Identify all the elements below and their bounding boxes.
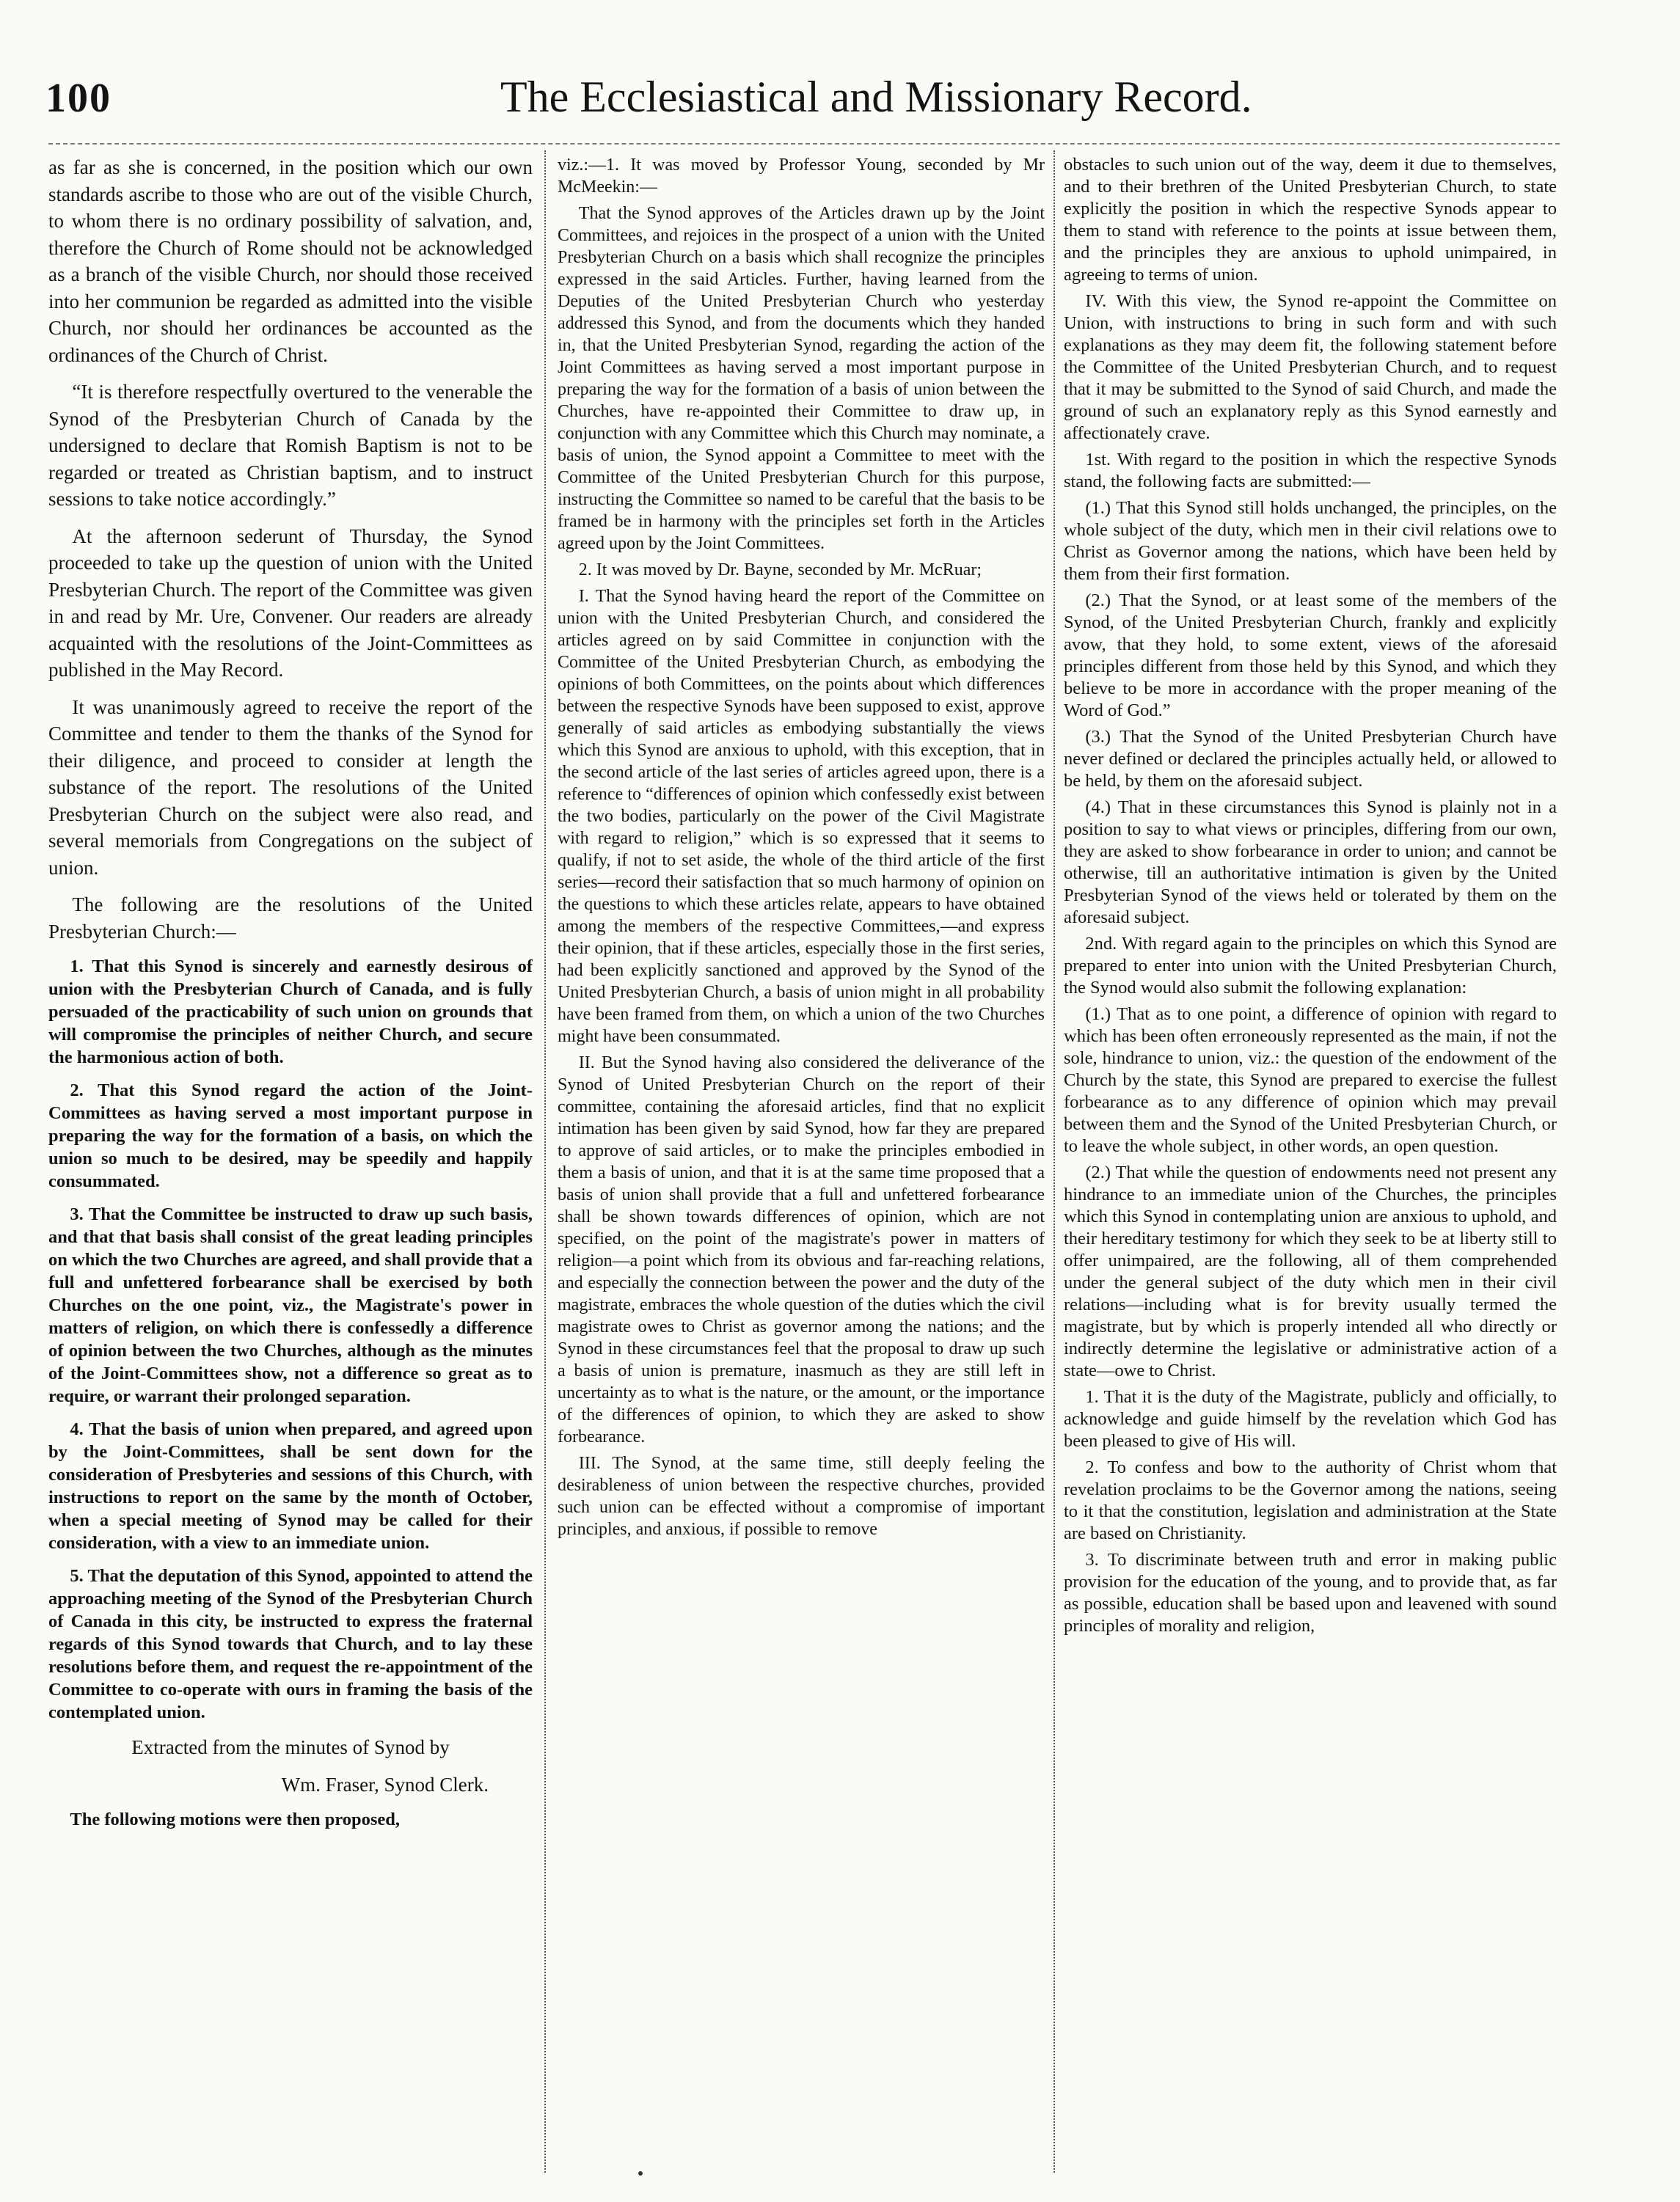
signature: Wm. Fraser, Synod Clerk. bbox=[281, 1773, 489, 1796]
paragraph: 1. That it is the duty of the Magistrate, publicly and officially, to acknowledge and guide himself by the revelation which God has been pleased to give of His will. bbox=[1064, 1387, 1557, 1451]
paragraph: viz.:—1. It was moved by Professor Young, seconded by Mr McMeekin:— bbox=[558, 156, 1045, 197]
paragraph: “It is therefore respectfully overtured to the venerable the Synod of the Presbyterian Church of Canada by the undersigned to declare that Romish Baptism is not to be regarded or treated as Christian baptism, and to instruct sessions to take notice accordingly.” bbox=[48, 381, 533, 510]
column-1 bbox=[48, 154, 533, 2165]
paragraph: 2. It was moved by Dr. Bayne, seconded by Mr. McRuar; bbox=[578, 560, 982, 579]
closing-line: The following motions were then proposed, bbox=[70, 1810, 401, 1829]
column-divider bbox=[1053, 150, 1055, 2173]
paragraph: (3.) That the Synod of the United Presbyterian Church have never defined or declared the principles actually held, or allowed to be held, by them on the aforesaid subject. bbox=[1064, 727, 1557, 791]
running-title: The Ecclesiastical and Missionary Record. bbox=[500, 73, 1252, 121]
paragraph: II. But the Synod having also considered the deliverance of the Synod of United Presbyterian Church on the report of their committee, containing the aforesaid articles, find that no explicit intimation has been given by said Synod, how far they are prepared to approve of said articles, or to make the principles embodied in them a basis of union, and that it is at the same time proposed that a basis of union shall provide that a full and unfettered forbearance shall be shown towards differences of opinion, which are not specified, on the point of the magistrate's power in matters of religion—a point which from its obvious and far-reaching relations, and especially the connection between the power and the duty of the magistrate, embraces the whole question of the duties which the civil magistrate owes to Christ as governor among the nations; and the Synod in these circumstances feel that the proposal to draw up such a basis of union is premature, inasmuch as they are still left in uncertainty as to what is the nature, or the amount, or the importance of the differences of opinion, to which they are asked to show forbearance. bbox=[558, 1053, 1045, 1446]
resolution: 2. That this Synod regard the action of the Joint-Committees as having served a most important purpose in preparing the way for the formation of a basis, on which the union so much to be desired, may be speedily and happily consummated. bbox=[48, 1080, 533, 1191]
column-divider bbox=[544, 150, 546, 2173]
paragraph: 2. To confess and bow to the authority of Christ whom that revelation proclaims to be the Governor among the nations, seeing to it that the constitution, legislation and administration at the State are based on Christianity. bbox=[1064, 1457, 1557, 1543]
paragraph: 3. To discriminate between truth and error in making public provision for the education of the young, and to provide that, as far as possible, education shall be based upon and leavened with sound principles of morality and religion, bbox=[1064, 1550, 1557, 1636]
header-rule bbox=[48, 143, 1560, 145]
resolution: 1. That this Synod is sincerely and earnestly desirous of union with the Presbyterian Church of Canada, and is fully persuaded of the practicability of such union on grounds that will compromise the principles of neither Church, and secure the harmonious action of both. bbox=[48, 956, 533, 1067]
resolution: 4. That the basis of union when prepared, and agreed upon by the Joint-Committees, shall be sent down for the consideration of Presbyteries and sessions of this Church, with instructions to report on the same by the month of October, when a special meeting of Synod may be called for their consideration, with a view to an immediate union. bbox=[48, 1419, 533, 1553]
paragraph: The following are the resolutions of the United Presbyterian Church:— bbox=[48, 893, 533, 943]
paragraph: At the afternoon sederunt of Thursday, the Synod proceeded to take up the question of union with the United Presbyterian Church. The report of the Committee was given in and read by Mr. Ure, Convener. Our readers are already acquainted with the resolutions of the Joint-Committees as published in the May Record. bbox=[48, 524, 533, 681]
page-number: 100 bbox=[45, 76, 112, 121]
paragraph: 1st. With regard to the position in which the respective Synods stand, the following facts are submitted:— bbox=[1064, 450, 1557, 491]
paragraph: That the Synod approves of the Articles drawn up by the Joint Committees, and rejoices in the prospect of a union with the United Presbyterian Church on a basis which shall recognize the principles expressed in the said Articles. Further, having learned from the Deputies of the United Presbyterian Church who yesterday addressed this Synod, and from the documents which they handed in, that the United Presbyterian Synod, regarding the action of the Joint Committees as having served a most important purpose in preparing the way for the formation of a basis of union between the Churches, have re-appointed their Committee to draw up, in conjunction with any Committee which this Church may nominate, a basis of union, the Synod appoint a Committee to meet with the Committee of the United Presbyterian Church for this purpose, instructing the Committee so named to be careful that the basis to be framed be in harmony with the principles set forth in the Articles agreed upon by the Joint Committees. bbox=[558, 204, 1045, 553]
paragraph: (4.) That in these circumstances this Synod is plainly not in a position to say to what views or principles, differing from our own, they are asked to show forbearance in order to union; and cannot be otherwise, till an authoritative intimation is given by the United Presbyterian Synod of the views held or tolerated by them on the aforesaid subject. bbox=[1064, 797, 1557, 927]
paragraph: (1.) That as to one point, a difference of opinion with regard to which has been often erroneously represented as the main, if not the sole, hindrance to union, viz.: the question of the endowment of the Church by the state, this Synod are prepared to exercise the fullest forbearance as to any difference of opinion which may prevail between them and the Synod of the United Presbyterian Church, or to leave the whole subject, in other words, an open question. bbox=[1064, 1004, 1557, 1156]
resolution: 3. That the Committee be instructed to draw up such basis, and that that basis shall consist of the great leading principles on which the two Churches are agreed, and shall provide that a full and unfettered forbearance shall be exercised by both Churches on the one point, viz., the Magistrate's power in matters of religion, on which there is confessedly a difference of opinion between the two Churches, although as the minutes of the Joint-Committees show, not a difference so great as to require, or warrant their prolonged separation. bbox=[48, 1204, 533, 1406]
page-header bbox=[45, 75, 1557, 141]
paragraph: (1.) That this Synod still holds unchanged, the principles, on the whole subject of the duty, which men in their civil relations owe to Christ as Governor among the nations, which have been held by them from their first formation. bbox=[1064, 498, 1557, 584]
paragraph: IV. With this view, the Synod re-appoint the Committee on Union, with instructions to bring in such form and with such explanations as they may deem fit, the following statement before the Committee of the United Presbyterian Church, and to request that it may be submitted to the Synod of said Church, and made the ground of such an explanatory reply as this Synod earnestly and affectionately crave. bbox=[1064, 291, 1557, 443]
paragraph: obstacles to such union out of the way, deem it due to themselves, and to their brethren of the United Presbyterian Church, to state explicitly the position in which the respective Synods appear to them to stand with reference to the points at issue between them, and the principles they are anxious to uphold unimpaired, in agreeing to terms of union. bbox=[1064, 155, 1557, 285]
paragraph: I. That the Synod having heard the report of the Committee on union with the United Presbyterian Church, and considered the articles agreed on by said Committee in conjunction with the Committee of the United Presbyterian Church, as embodying the opinions of both Committees, on the points about which differences between the respective Synods have been supposed to exist, approve generally of said articles as embodying substantially the views which this Synod are anxious to uphold, with this exception, that in the second article of the last series of articles agreed upon, there is a reference to “differences of opinion which confessedly exist between the two bodies, particularly on the power of the Civil Magistrate with regard to religion,” which is so expressed that it seems to qualify, if not to set aside, the whole of the third article of the first series—record their satisfaction that so much harmony of opinion on the questions to which these articles relate, appears to have obtained among the members of the respective Committees,—and express their opinion, that if these articles, especially those in the first series, had been explicitly sanctioned and approved by the Synod of the United Presbyterian Church, a basis of union might in all probability have been framed from them, on which a union of the two Churches might have been consummated. bbox=[558, 587, 1045, 1046]
paragraph: III. The Synod, at the same time, still deeply feeling the desirableness of union between the respective churches, provided such union can be effected without a compromise of important principles, and anxious, if possible to remove bbox=[558, 1454, 1045, 1539]
paragraph: (2.) That while the question of endowments need not present any hindrance to an immediate union of the Churches, the principles which this Synod in contemplating union are anxious to uphold, and their hereditary testimony for which they seek to be at liberty still to offer unimpaired, are the following, all of them comprehended under the general subject of the duty which men in their civil relations—including what is for brevity usually termed the magistrate, but by which is properly intended all who directly or indirectly determine the legislative or administrative action of a state—owe to Christ. bbox=[1064, 1163, 1557, 1380]
column-3 bbox=[1064, 154, 1557, 2165]
print-mark bbox=[638, 2171, 643, 2176]
paragraph: as far as she is concerned, in the position which our own standards ascribe to those who are out of the visible Church, to whom there is no ordinary possibility of salvation, and, therefore the Church of Rome should not be acknowledged as a branch of the visible Church, nor should those received into her communion be regarded as admitted into the visible Church, nor should her ordinances be accounted as the ordinances of the Church of Christ. bbox=[48, 156, 533, 366]
paragraph: 2nd. With regard again to the principles on which this Synod are prepared to enter into union with the United Presbyterian Church, the Synod would also submit the following explanation: bbox=[1064, 934, 1557, 998]
paragraph: It was unanimously agreed to receive the report of the Committee and tender to them the thanks of the Synod for their diligence, and proceed to consider at length the substance of the report. The resolutions of the United Presbyterian Church on the subject were also read, and several memorials from Congregations on the subject of union. bbox=[48, 695, 533, 879]
column-2 bbox=[558, 154, 1045, 2165]
extract-line: Extracted from the minutes of Synod by bbox=[131, 1736, 450, 1758]
resolution: 5. That the deputation of this Synod, appointed to attend the approaching meeting of the Synod of the Presbyterian Church of Canada in this city, be instructed to express the fraternal regards of this Synod towards that Church, and to lay these resolutions before them, and request the re-appointment of the Committee to co-operate with ours in framing the basis of the contemplated union. bbox=[48, 1566, 533, 1722]
paragraph: (2.) That the Synod, or at least some of the members of the Synod, of the United Presbyterian Church, frankly and explicitly avow, that they hold, to some extent, views of the aforesaid principles different from those held by this Synod, and which they believe to be more in accordance with the proper meaning of the Word of God.” bbox=[1064, 590, 1557, 720]
